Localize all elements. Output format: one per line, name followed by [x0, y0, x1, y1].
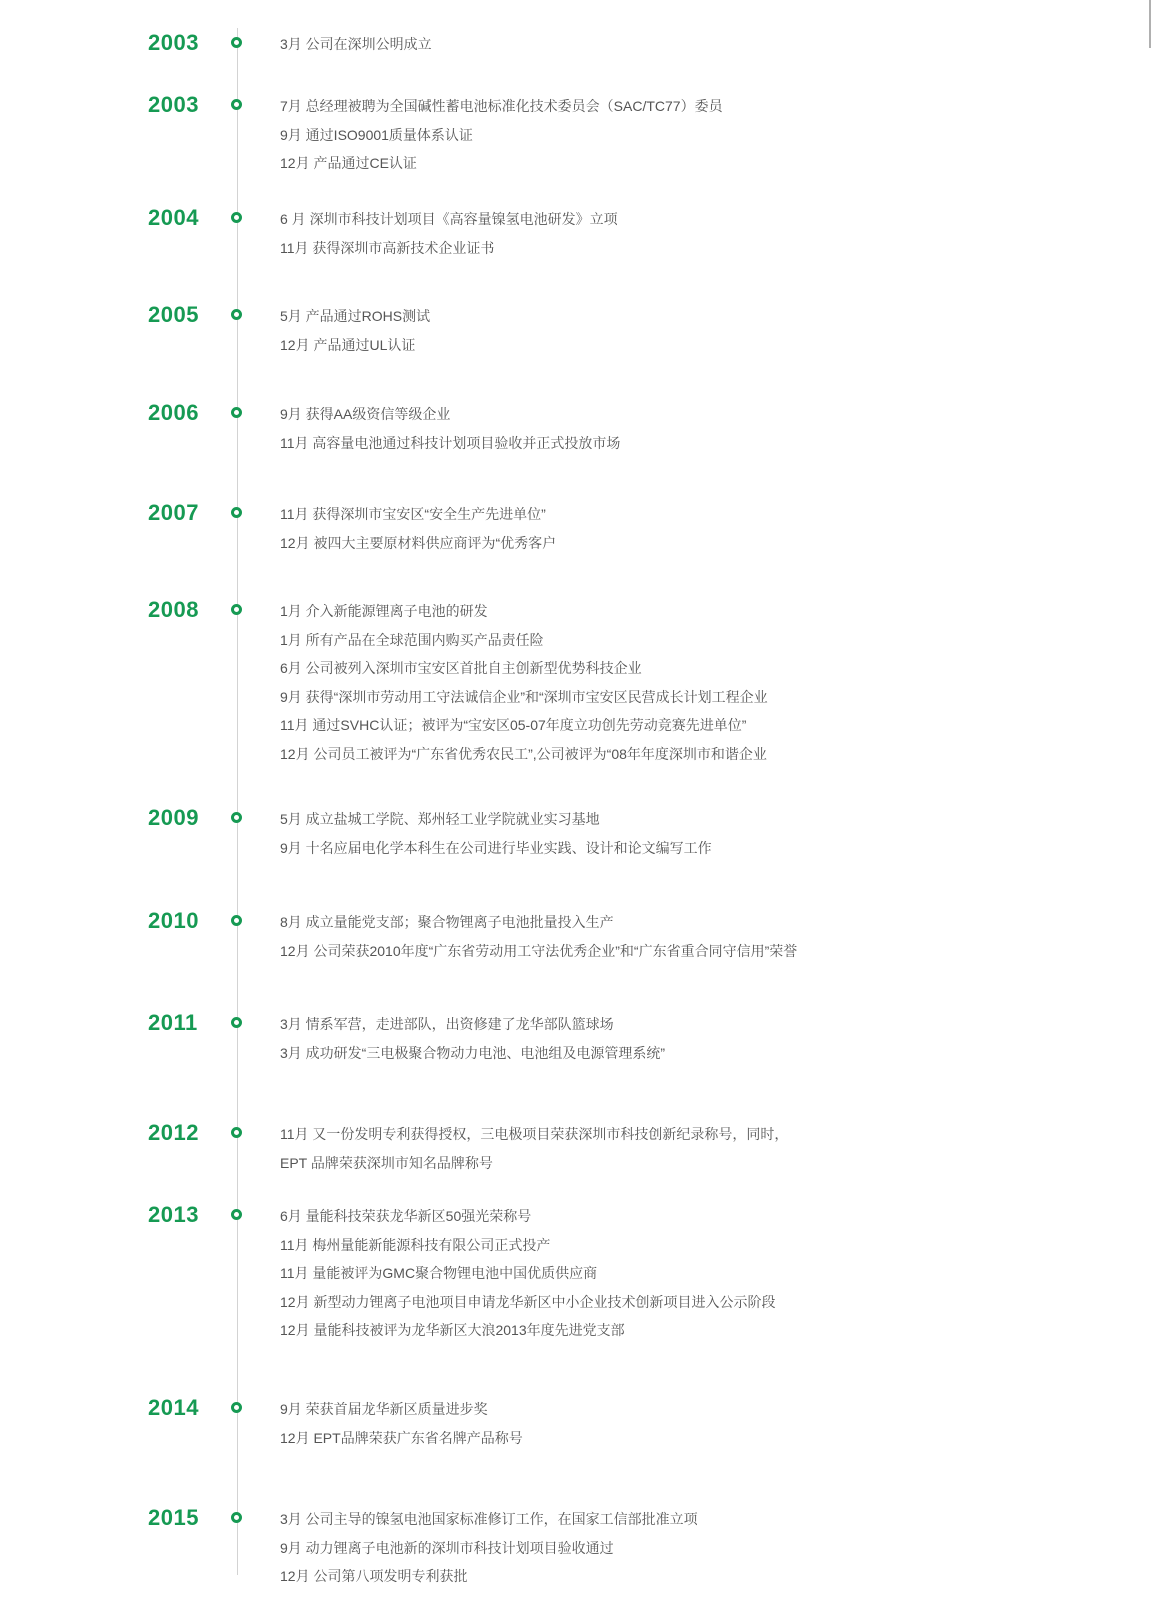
- timeline-event-text: 9月 通过ISO9001质量体系认证: [280, 126, 473, 143]
- timeline-event-list: [280, 1510, 698, 1596]
- timeline-year-label: 2008: [148, 597, 199, 622]
- timeline-event-text: 11月 获得深圳市宝安区“安全生产先进单位”: [280, 506, 546, 522]
- timeline-event-list: [280, 405, 620, 462]
- timeline-event-text: 12月 公司员工被评为“广东省优秀农民工”,公司被评为“08年年度深圳市和谐企业: [280, 745, 767, 762]
- timeline-event-text: 12月 新型动力锂离子电池项目申请龙华新区中小企业技术创新项目进入公示阶段: [280, 1293, 776, 1310]
- timeline-year-label: 2015: [148, 1505, 199, 1530]
- timeline-axis-line: [237, 28, 238, 1575]
- timeline-node-icon: [231, 915, 242, 926]
- timeline-node-icon: [231, 212, 242, 223]
- timeline-node-icon: [231, 1512, 242, 1523]
- timeline-event-text: 9月 十名应届电化学本科生在公司进行毕业实践、设计和论文编写工作: [280, 839, 712, 856]
- timeline-node-icon: [231, 1402, 242, 1413]
- timeline-node-icon: [231, 507, 242, 518]
- timeline-event-list: [280, 602, 768, 774]
- timeline-event-text: 11月 量能被评为GMC聚合物锂电池中国优质供应商: [280, 1265, 598, 1282]
- timeline-year-label: 2009: [148, 805, 199, 830]
- scrollbar-thumb[interactable]: [1149, 0, 1151, 48]
- timeline-event-text: EPT 品牌荣获深圳市知名品牌称号: [280, 1154, 493, 1171]
- timeline-node-icon: [231, 407, 242, 418]
- timeline-event-text: 1月 介入新能源锂离子电池的研发: [280, 603, 488, 619]
- timeline-event-text: 3月 情系军营，走进部队，出资修建了龙华部队篮球场: [280, 1016, 614, 1032]
- timeline-event-text: 11月 又一份发明专利获得授权，三电极项目荣获深圳市科技创新纪录称号，同时，: [280, 1126, 789, 1142]
- timeline-event-text: 12月 公司第八项发明专利获批: [280, 1568, 468, 1585]
- timeline-event-text: 9月 荣获首届龙华新区质量进步奖: [280, 1401, 488, 1417]
- timeline-event-text: 12月 产品通过CE认证: [280, 155, 417, 172]
- timeline-node-icon: [231, 1209, 242, 1220]
- timeline-event-list: [280, 1125, 788, 1182]
- timeline-year-label: 2012: [148, 1120, 199, 1145]
- timeline-year-label: 2007: [148, 500, 199, 525]
- timeline-event-text: 12月 产品通过UL认证: [280, 336, 416, 353]
- timeline-event-text: 12月 量能科技被评为龙华新区大浪2013年度先进党支部: [280, 1322, 625, 1339]
- timeline-event-text: 5月 产品通过ROHS测试: [280, 308, 431, 324]
- timeline-event-list: [280, 210, 618, 267]
- timeline-event-text: 12月 被四大主要原材料供应商评为“优秀客户: [280, 534, 557, 551]
- timeline-node-icon: [231, 604, 242, 615]
- timeline-node-icon: [231, 1127, 242, 1138]
- timeline-year-label: 2004: [148, 205, 199, 230]
- timeline-event-text: 9月 动力锂离子电池新的深圳市科技计划项目验收通过: [280, 1539, 614, 1556]
- timeline-event-text: 11月 梅州量能新能源科技有限公司正式投产: [280, 1236, 551, 1253]
- timeline-event-text: 11月 获得深圳市高新技术企业证书: [280, 239, 495, 256]
- timeline-event-text: 11月 高容量电池通过科技计划项目验收并正式投放市场: [280, 434, 621, 451]
- timeline-year-label: 2013: [148, 1202, 199, 1227]
- timeline-event-text: 9月 获得AA级资信等级企业: [280, 406, 451, 422]
- timeline-event-text: 12月 公司荣获2010年度“广东省劳动用工守法优秀企业”和“广东省重合同守信用”荣誉: [280, 942, 798, 959]
- timeline-event-text: 6 月 深圳市科技计划项目《高容量镍氢电池研发》立项: [280, 211, 618, 227]
- timeline-year-label: 2014: [148, 1395, 199, 1420]
- timeline-year-label: 2011: [148, 1010, 198, 1035]
- timeline-event-list: [280, 1400, 523, 1457]
- timeline-event-text: 12月 EPT品牌荣获广东省名牌产品称号: [280, 1429, 523, 1446]
- timeline-event-list: [280, 913, 797, 970]
- timeline-node-icon: [231, 309, 242, 320]
- timeline-year-label: 2006: [148, 400, 199, 425]
- timeline-event-list: [280, 1207, 775, 1350]
- timeline-node-icon: [231, 99, 242, 110]
- timeline-event-text: 3月 成功研发“三电极聚合物动力电池、电池组及电源管理系统”: [280, 1044, 665, 1061]
- timeline-node-icon: [231, 37, 242, 48]
- timeline-event-text: 3月 公司在深圳公明成立: [280, 36, 432, 52]
- timeline-year-label: 2003: [148, 30, 199, 55]
- timeline-event-list: [280, 505, 556, 562]
- timeline-event-list: [280, 1015, 665, 1072]
- timeline-event-text: 6月 量能科技荣获龙华新区50强光荣称号: [280, 1208, 532, 1224]
- timeline-event-text: 1月 所有产品在全球范围内购买产品责任险: [280, 631, 544, 648]
- timeline-node-icon: [231, 812, 242, 823]
- timeline-event-list: [280, 307, 430, 364]
- timeline-event-list: [280, 97, 723, 183]
- timeline-event-list: [280, 810, 712, 867]
- timeline-year-label: 2010: [148, 908, 199, 933]
- timeline-event-text: 11月 通过SVHC认证；被评为“宝安区05-07年度立功创先劳动竞赛先进单位”: [280, 717, 747, 734]
- timeline-event-text: 8月 成立量能党支部；聚合物锂离子电池批量投入生产: [280, 914, 614, 930]
- timeline-event-text: 7月 总经理被聘为全国碱性蓄电池标准化技术委员会（SAC/TC77）委员: [280, 98, 723, 114]
- timeline-event-text: 3月 公司主导的镍氢电池国家标准修订工作，在国家工信部批准立项: [280, 1511, 698, 1527]
- timeline-event-text: 6月 公司被列入深圳市宝安区首批自主创新型优势科技企业: [280, 660, 642, 677]
- timeline-event-list: [280, 35, 432, 64]
- timeline-event-text: 5月 成立盐城工学院、郑州轻工业学院就业实习基地: [280, 811, 600, 827]
- timeline-year-label: 2005: [148, 302, 199, 327]
- timeline-event-text: 9月 获得“深圳市劳动用工守法诚信企业”和“深圳市宝安区民营成长计划工程企业: [280, 688, 768, 705]
- timeline-year-label: 2003: [148, 92, 199, 117]
- timeline-node-icon: [231, 1017, 242, 1028]
